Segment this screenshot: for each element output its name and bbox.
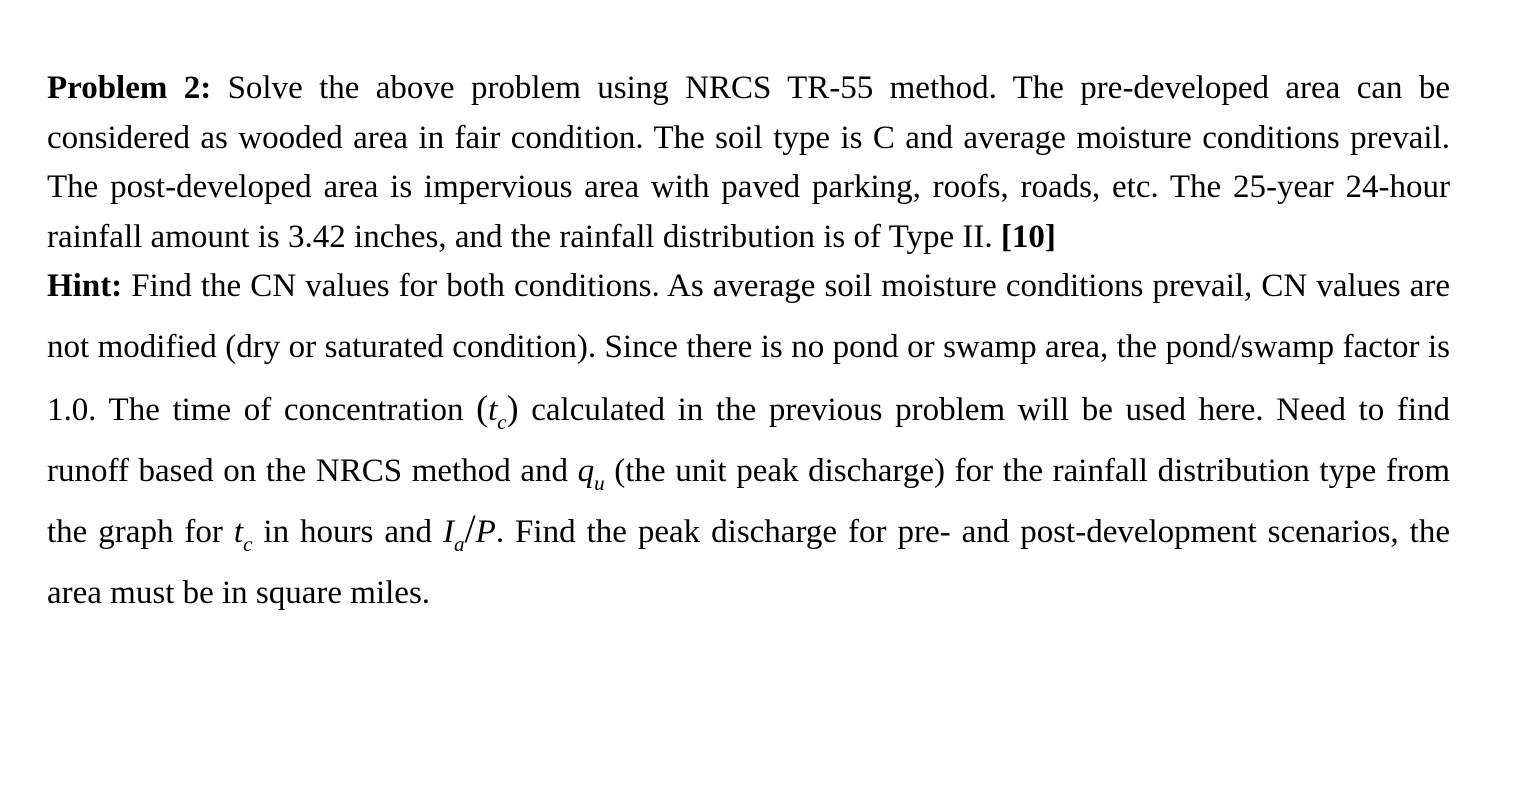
hint-text-1: Find the CN values for both conditions. As average soil moisture conditions prevail, CN values are not modified (dry or saturated condition). Since there is no pond or swamp area, the pond/swamp factor is 1.0. The time of concentration xyxy=(47,268,1450,428)
qu-expression xyxy=(577,453,605,495)
hint-paragraph xyxy=(47,256,1450,624)
problem-text: Solve the above problem using NRCS TR-55 method. The pre-developed area can be considered as wooded area in fair condition. The soil type is C and average moisture conditions prevail. The post-developed area is impervious area with paved parking, roofs, roads, etc. The 25-year 24-hour rainfall amount is 3.42 inches, and the rainfall distribution is of Type II. xyxy=(47,70,1450,255)
document-body xyxy=(47,64,1450,624)
tc-variable: t xyxy=(488,392,498,428)
tc-subscript: c xyxy=(497,410,507,434)
hint-text-2: calculated in the previous problem will be used here. Need to find runoff based on the NRCS method and xyxy=(47,392,1450,489)
tc2-variable: t xyxy=(233,514,244,550)
hint-text-4: in hours and xyxy=(252,514,444,550)
problem-marks: [10] xyxy=(1000,218,1056,255)
hint-text-5: . Find the peak discharge for pre- and post-development scenarios, the area must be in square miles. xyxy=(47,514,1450,611)
p-variable: P xyxy=(475,514,496,550)
tc-close-paren: ) xyxy=(506,388,519,428)
hint-label: Hint: xyxy=(47,268,123,304)
tc2-subscript: c xyxy=(243,532,253,556)
ia-subscript: a xyxy=(454,532,465,556)
tc2-expression xyxy=(233,514,253,556)
tc-expression xyxy=(476,388,519,434)
problem-label: Problem 2: xyxy=(47,70,212,106)
ia-variable: I xyxy=(443,514,455,550)
tc-open-paren: ( xyxy=(476,388,489,428)
qu-variable: q xyxy=(577,453,595,489)
ratio-slash: / xyxy=(464,506,476,551)
ia-p-expression xyxy=(443,506,496,556)
problem-paragraph xyxy=(47,64,1450,262)
hint-text-3: (the unit peak discharge) for the rainfall distribution type from the graph for xyxy=(47,453,1450,550)
qu-subscript: u xyxy=(594,471,605,495)
